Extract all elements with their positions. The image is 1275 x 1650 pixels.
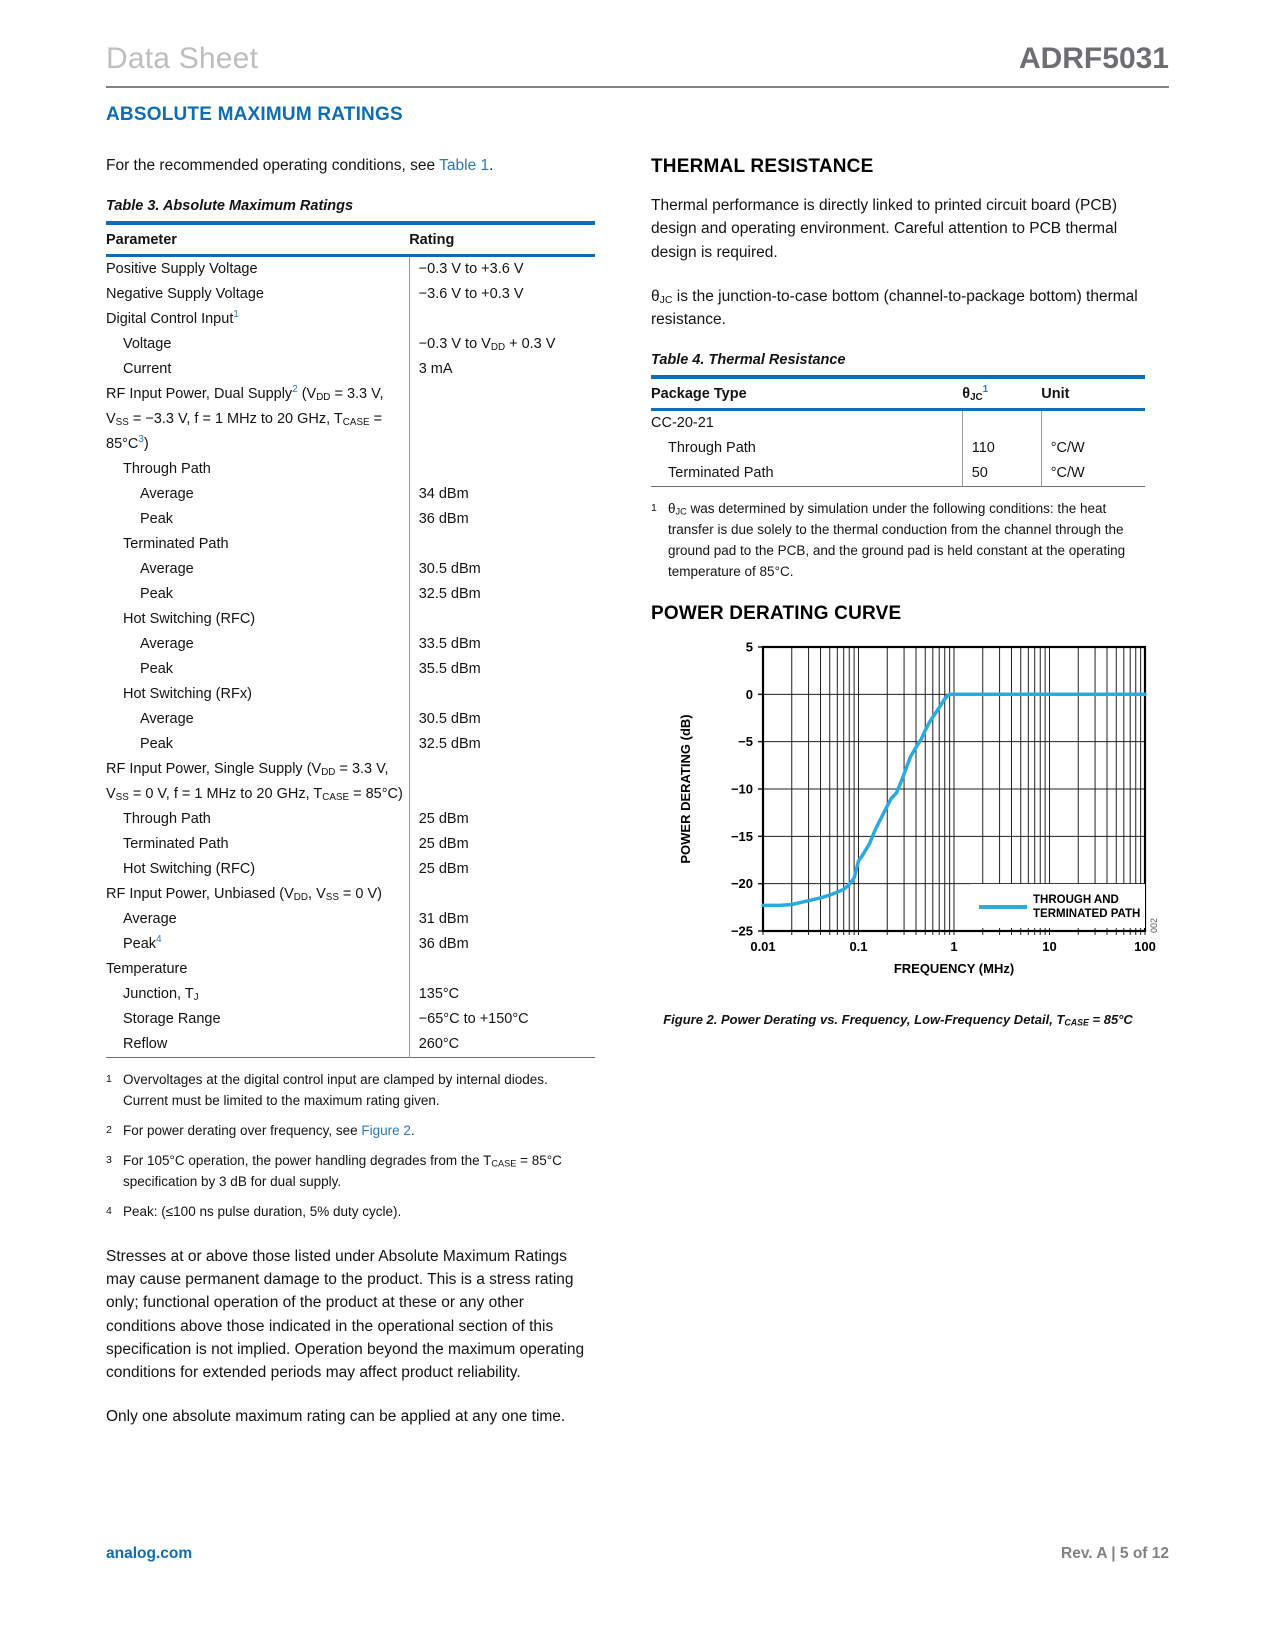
doc-type-label: Data Sheet xyxy=(106,42,259,75)
table-row xyxy=(106,282,595,307)
parameter-cell: Peak xyxy=(140,736,174,753)
section-title-thermal-resistance: THERMAL RESISTANCE xyxy=(651,156,874,177)
table-row xyxy=(106,582,595,607)
rating-cell xyxy=(409,882,595,907)
theta-jc-cell: 50 xyxy=(962,461,1041,487)
y-tick-label: 5 xyxy=(745,640,753,655)
rating-cell xyxy=(409,607,595,632)
two-column-layout xyxy=(106,104,1169,1450)
col-header-package-type: Package Type xyxy=(651,377,962,410)
table-row xyxy=(106,807,595,832)
rating-cell xyxy=(409,382,595,457)
parameter-cell: Digital Control Input$^1$ xyxy=(106,309,239,328)
parameter-cell: Current xyxy=(123,361,172,378)
x-tick-label: 0.1 xyxy=(849,938,868,954)
header-rule xyxy=(106,86,1169,88)
stress-paragraph: Stresses at or above those listed under Absolute Maximum Ratings may cause permanent damage to the product. This is a stress rating only; functional operation of the product at these or any other conditions above those indicated in the operational section of this specification is not implied. Operation beyond the maximum operating conditions for extended periods may affect product reliability. xyxy=(106,1247,585,1382)
rating-cell xyxy=(409,457,595,482)
table-row xyxy=(106,732,595,757)
parameter-cell: Storage Range xyxy=(123,1011,221,1028)
table-row xyxy=(106,882,595,907)
parameter-cell: Negative Supply Voltage xyxy=(106,286,264,303)
table-row xyxy=(106,357,595,382)
footnote-text: Peak: (≤100 ns pulse duration, 5% duty cycle). xyxy=(123,1203,402,1219)
table4-body xyxy=(651,410,1145,487)
unit-cell: °C/W xyxy=(1041,436,1145,461)
single-rating-paragraph: Only one absolute maximum rating can be applied at any one time. xyxy=(106,1408,566,1426)
package-type-cell: Terminated Path xyxy=(668,465,774,482)
table-row xyxy=(106,982,595,1007)
col-header-rating: Rating xyxy=(409,223,595,256)
rating-cell: −65°C to +150°C xyxy=(409,1007,595,1032)
y-axis-title: POWER DERATING (dB) xyxy=(678,714,693,864)
table-row xyxy=(106,632,595,657)
link[interactable]: Figure 2 xyxy=(361,1123,411,1139)
rating-cell xyxy=(409,682,595,707)
part-number: ADRF5031 xyxy=(1018,42,1169,75)
rating-cell: 25 dBm xyxy=(409,832,595,857)
package-type-cell: Through Path xyxy=(668,440,756,457)
parameter-cell: Through Path xyxy=(123,811,211,828)
parameter-cell: Peak xyxy=(140,511,174,528)
rating-cell: 33.5 dBm xyxy=(409,632,595,657)
table-row xyxy=(106,457,595,482)
legend-label: TERMINATED PATH xyxy=(1033,907,1141,920)
rating-cell: 36 dBm xyxy=(409,507,595,532)
y-tick-label: −15 xyxy=(730,828,753,844)
rating-cell xyxy=(409,957,595,982)
table3-header xyxy=(106,223,595,256)
page-header xyxy=(106,42,1169,76)
x-axis-title: FREQUENCY (MHz) xyxy=(893,960,1015,976)
parameter-cell: Average xyxy=(140,561,194,578)
table-row xyxy=(106,757,595,807)
table-row xyxy=(106,532,595,557)
rating-cell: 25 dBm xyxy=(409,807,595,832)
footnote-marker: 2 xyxy=(106,1124,112,1137)
parameter-cell: Junction, $T_J$ xyxy=(123,986,199,1004)
table-row xyxy=(106,682,595,707)
thermal-paragraph-2: $\theta_{JC}$ is the junction-to-case bottom (channel-to-package bottom) thermal resistance. xyxy=(651,287,1138,328)
table-row xyxy=(106,1032,595,1058)
figure-code: 002 xyxy=(1149,917,1159,933)
x-tick-label: 100 xyxy=(1134,938,1156,954)
parameter-cell: Voltage xyxy=(123,336,172,353)
rating-cell: 35.5 dBm xyxy=(409,657,595,682)
table-row xyxy=(106,907,595,932)
legend-label: THROUGH AND xyxy=(1033,893,1119,906)
rating-cell xyxy=(409,307,595,332)
rating-cell xyxy=(409,532,595,557)
table-row xyxy=(106,557,595,582)
parameter-cell: Average xyxy=(140,486,194,503)
section-title-power-derating-curve: POWER DERATING CURVE xyxy=(651,602,902,624)
unit-cell: °C/W xyxy=(1041,461,1145,487)
table-row xyxy=(651,461,1145,487)
rating-cell: 25 dBm xyxy=(409,857,595,882)
y-tick-label: −20 xyxy=(730,876,753,892)
table-row xyxy=(106,256,595,283)
table-row xyxy=(106,832,595,857)
y-tick-label: −10 xyxy=(730,781,753,797)
parameter-cell: RF Input Power, Single Supply ($V_{DD} = 3.3$ V, $V_{SS} = 0$ V, f = 1 MHz to 20 GHz, $T_{CASE} = 85^\circ C$) xyxy=(106,761,403,804)
rating-cell: −0.3 V to $V_{DD} + 0.3$ V xyxy=(409,332,595,357)
table3-body xyxy=(106,256,595,1058)
rating-cell: 260°C xyxy=(409,1032,595,1058)
unit-cell xyxy=(1041,410,1145,437)
rating-cell: 36 dBm xyxy=(409,932,595,957)
parameter-cell: Average xyxy=(140,636,194,653)
table4-header xyxy=(651,377,1145,410)
parameter-cell: Hot Switching (RFC) xyxy=(123,611,256,628)
table-header-row xyxy=(106,223,595,256)
parameter-cell: Average xyxy=(123,911,177,928)
parameter-cell: Hot Switching (RFx) xyxy=(123,686,252,703)
table-row xyxy=(106,657,595,682)
footnote xyxy=(106,1070,595,1112)
footnote-text: For 105°C operation, the power handling degrades from the $T_{CASE} = 85^\circ C$ specification by 3 dB for dual supply. xyxy=(123,1153,562,1189)
table-row xyxy=(651,410,1145,437)
table-row xyxy=(106,607,595,632)
x-tick-label: 0.01 xyxy=(750,938,776,954)
table-row xyxy=(106,382,595,457)
rating-cell: 135°C xyxy=(409,982,595,1007)
parameter-cell: Reflow xyxy=(123,1036,168,1053)
table4-title: Table 4. Thermal Resistance xyxy=(651,352,846,369)
footnote xyxy=(106,1121,595,1142)
footnote xyxy=(651,499,1145,583)
col-header-theta-jc: $\theta_{JC}^1$ xyxy=(962,377,1041,410)
table3-footnotes xyxy=(106,1070,595,1223)
theta-jc-cell xyxy=(962,410,1041,437)
parameter-cell: RF Input Power, Dual Supply$^2$ ($V_{DD} = 3.3$ V, $V_{SS} = -3.3$ V, f = 1 MHz to 20 GHz, $T_{CASE} = 85^\circ C^3$) xyxy=(106,384,384,453)
parameter-cell: Positive Supply Voltage xyxy=(106,261,258,278)
parameter-cell: RF Input Power, Unbiased ($V_{DD}$, $V_{SS} = 0$ V) xyxy=(106,886,383,904)
footnote-text: For power derating over frequency, see Figure 2. xyxy=(123,1123,415,1139)
section-title-absolute-maximum-ratings: ABSOLUTE MAXIMUM RATINGS xyxy=(106,104,403,125)
table-row xyxy=(106,957,595,982)
table-row xyxy=(106,332,595,357)
x-tick-label: 1 xyxy=(950,938,958,954)
parameter-cell: Hot Switching (RFC) xyxy=(123,861,256,878)
rating-cell: −0.3 V to +3.6 V xyxy=(409,256,595,283)
y-tick-label: −5 xyxy=(738,734,753,750)
parameter-cell: Peak xyxy=(140,586,174,603)
y-tick-label: −25 xyxy=(730,923,753,939)
footnote-marker: 4 xyxy=(106,1204,112,1217)
parameter-cell: Average xyxy=(140,711,194,728)
x-tick-label: 10 xyxy=(1042,938,1057,954)
footnote-text: $\theta_{JC}$ was determined by simulation under the following conditions: the heat transfer is due solely to the thermal conduction from the channel through the ground pad to the PCB, and the ground pad is held constant at the operating temperature of 85°C. xyxy=(668,501,1126,580)
table3-title: Table 3. Absolute Maximum Ratings xyxy=(106,198,354,215)
table3-absolute-maximum-ratings xyxy=(106,221,595,1058)
col-header-parameter: Parameter xyxy=(106,223,409,256)
parameter-cell: Terminated Path xyxy=(123,536,229,553)
right-column xyxy=(651,104,1159,1450)
table-row xyxy=(106,857,595,882)
rating-cell: −3.6 V to +0.3 V xyxy=(409,282,595,307)
table-row xyxy=(651,436,1145,461)
revision-page-label: Rev. A | 5 of 12 xyxy=(1061,1545,1169,1562)
y-tick-label: 0 xyxy=(745,686,753,702)
power-derating-chart xyxy=(651,641,1163,981)
table4-footnotes xyxy=(651,499,1145,583)
thermal-paragraph-1: Thermal performance is directly linked to printed circuit board (PCB) design and operating environment. Careful attention to PCB thermal design is required. xyxy=(651,197,1118,261)
parameter-cell: Terminated Path xyxy=(123,836,229,853)
analog-com-link[interactable]: analog.com xyxy=(106,1545,193,1562)
footnote-text: Overvoltages at the digital control input are clamped by internal diodes. Current must be limited to the maximum rating given. xyxy=(123,1072,548,1109)
rating-cell: 32.5 dBm xyxy=(409,732,595,757)
rating-cell: 31 dBm xyxy=(409,907,595,932)
left-column xyxy=(106,104,595,1450)
footnote-marker: 1 xyxy=(651,502,657,515)
table-row xyxy=(106,307,595,332)
rating-cell xyxy=(409,757,595,807)
rating-cell: 34 dBm xyxy=(409,482,595,507)
rating-cell: 3 mA xyxy=(409,357,595,382)
footnote-marker: 1 xyxy=(106,1073,112,1086)
footnote-marker: 3 xyxy=(106,1154,112,1167)
footnote xyxy=(106,1202,595,1223)
theta-jc-cell: 110 xyxy=(962,436,1041,461)
table4-thermal-resistance xyxy=(651,375,1145,487)
parameter-cell: Temperature xyxy=(106,961,188,978)
footnote xyxy=(106,1151,595,1193)
table-row xyxy=(106,1007,595,1032)
figure-2-caption: Figure 2. Power Derating vs. Frequency, Low-Frequency Detail, $T_{CASE} = 85^\circ C$ xyxy=(663,1011,1133,1028)
rating-cell: 30.5 dBm xyxy=(409,557,595,582)
table-row xyxy=(106,707,595,732)
figure-2 xyxy=(651,640,1159,1028)
parameter-cell: Peak xyxy=(140,661,174,678)
table-header-row xyxy=(651,377,1145,410)
page-footer xyxy=(106,1545,1169,1563)
link[interactable]: Table 1 xyxy=(439,157,490,174)
table-row xyxy=(106,507,595,532)
table-row xyxy=(106,932,595,957)
amr-intro: For the recommended operating conditions, see Table 1. xyxy=(106,157,494,174)
table-row xyxy=(106,482,595,507)
rating-cell: 30.5 dBm xyxy=(409,707,595,732)
package-type-cell: CC-20-21 xyxy=(651,415,714,432)
col-header-unit: Unit xyxy=(1041,377,1145,410)
parameter-cell: Peak$^4$ xyxy=(123,934,162,953)
rating-cell: 32.5 dBm xyxy=(409,582,595,607)
parameter-cell: Through Path xyxy=(123,461,211,478)
